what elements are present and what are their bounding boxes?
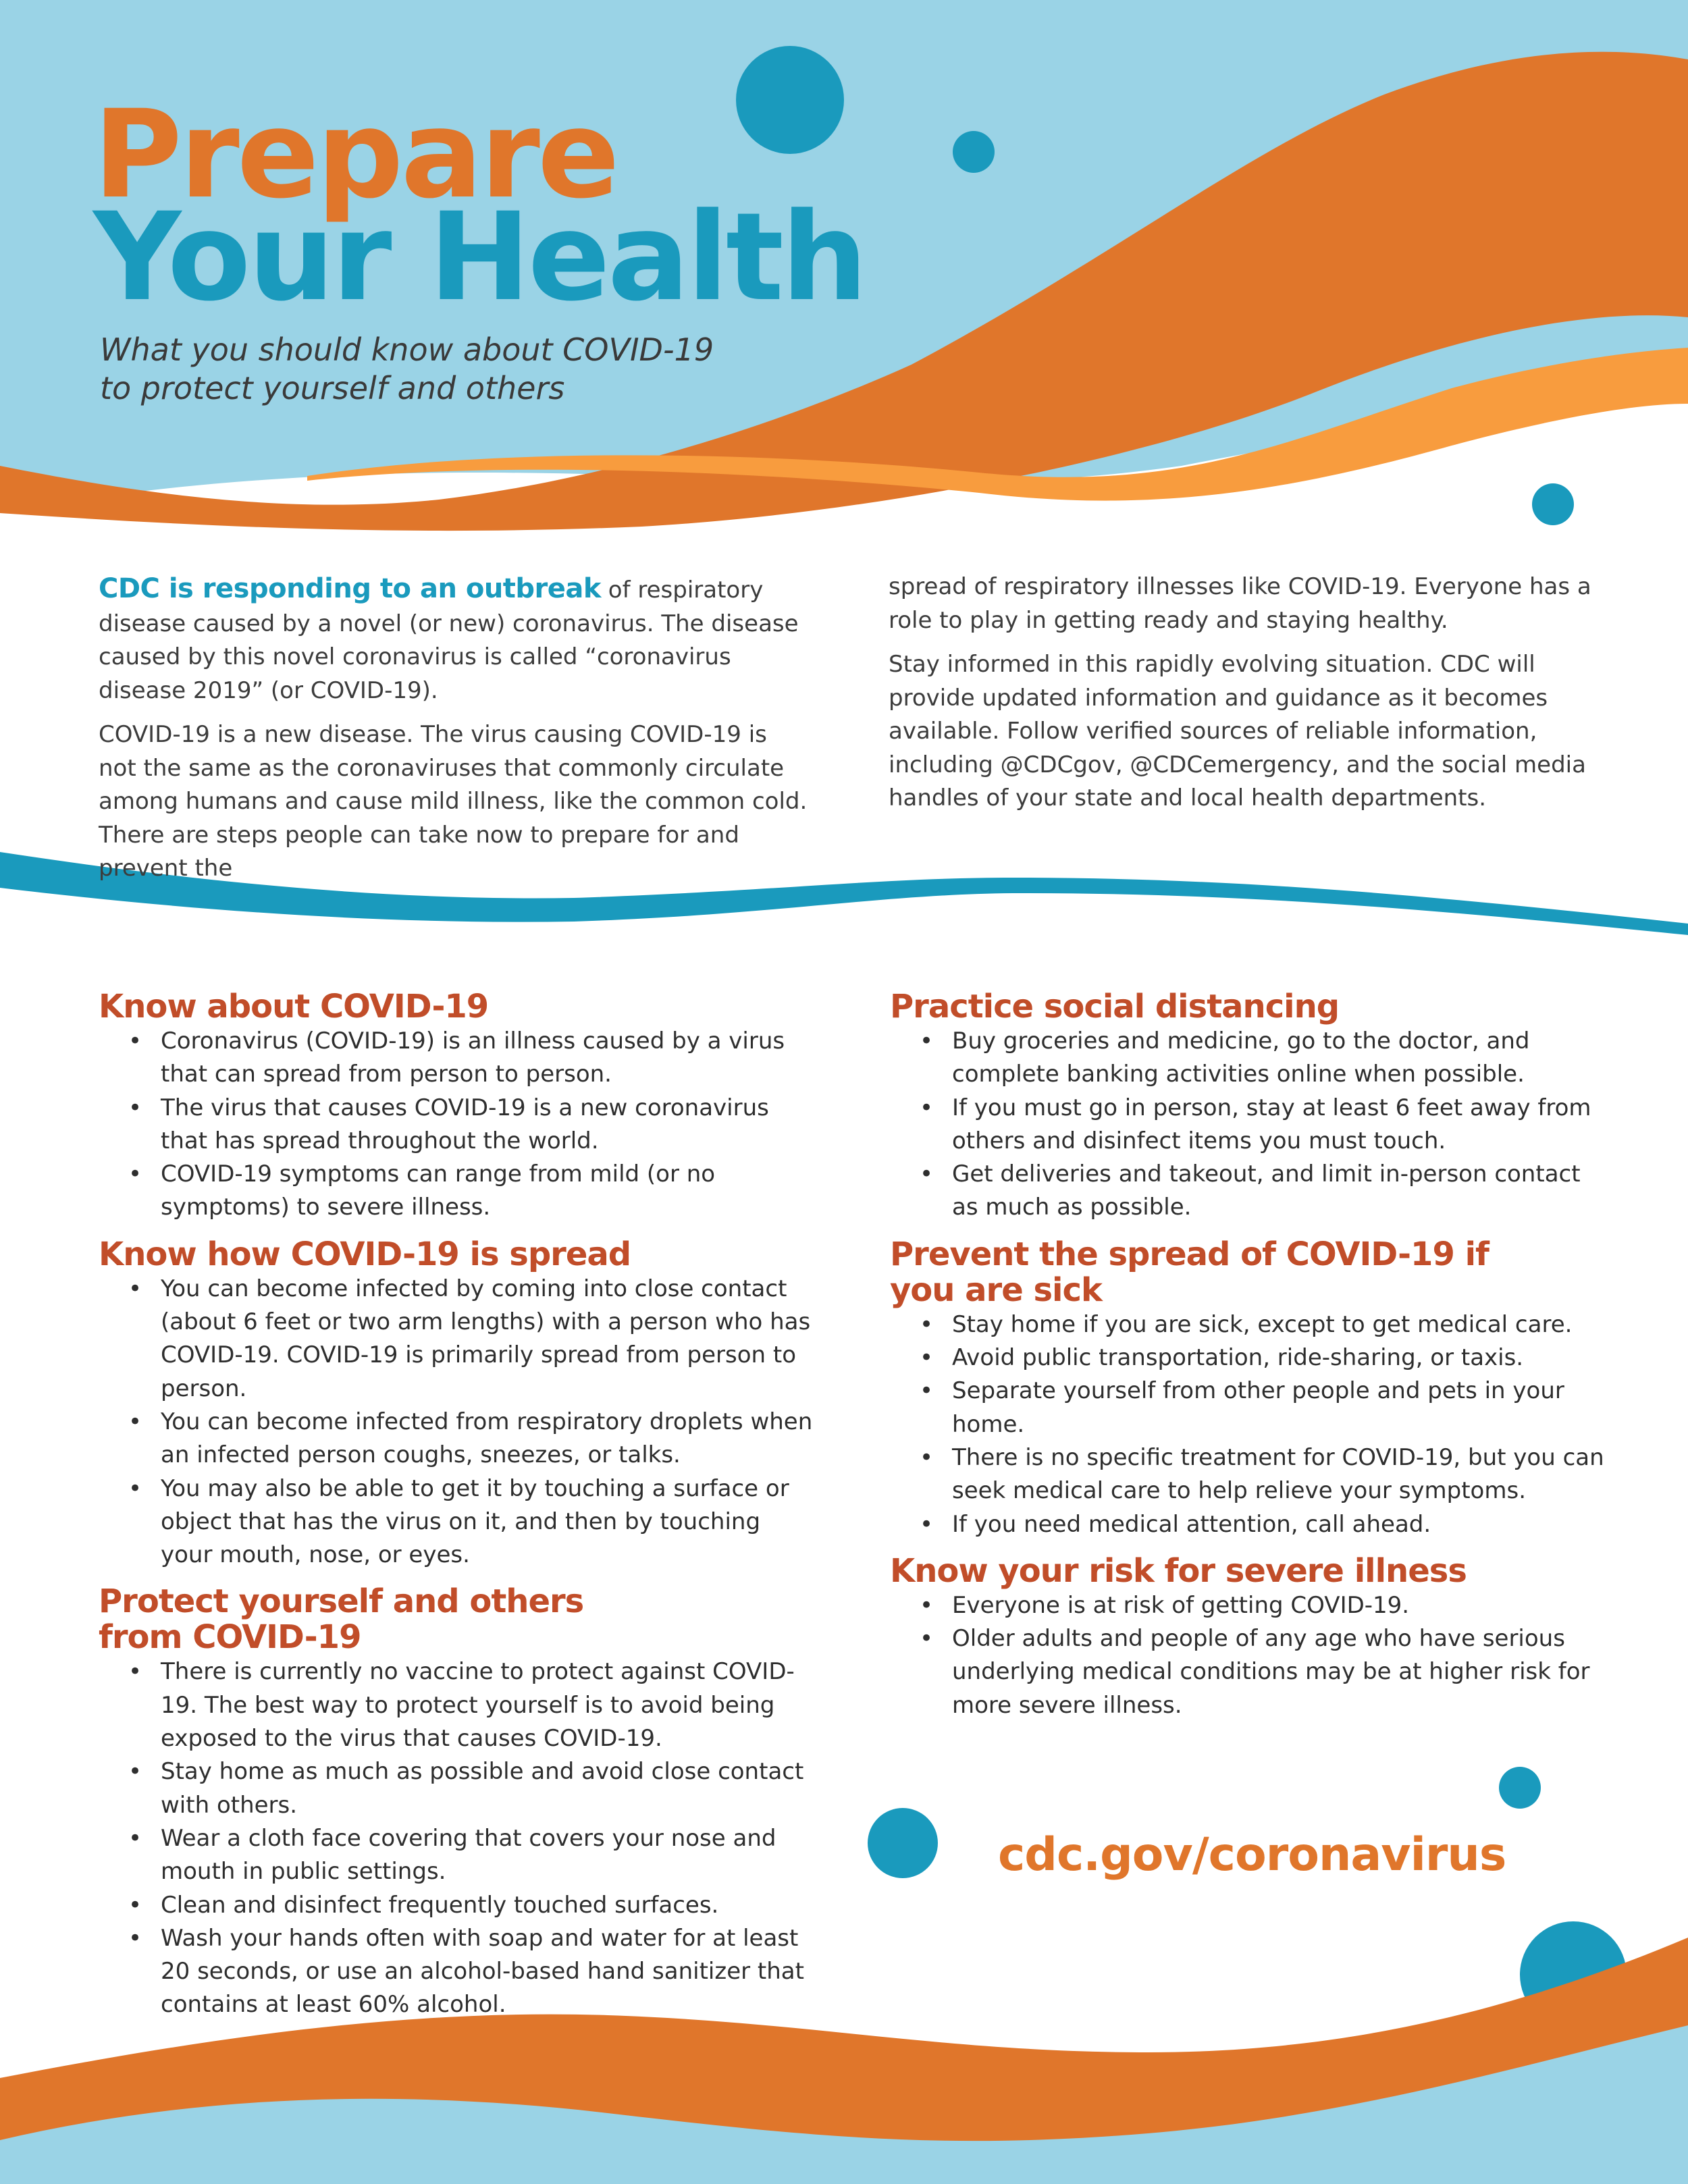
section-how-spread bbox=[99, 1237, 814, 1572]
bullet-text: You can become infected from respiratory droplets when an infected person coughs, sneezes, or talks. bbox=[161, 1408, 813, 1469]
bullet-list bbox=[99, 1025, 814, 1225]
bullet-text: Everyone is at risk of getting COVID-19. bbox=[952, 1591, 1410, 1619]
bullet-text: Clean and disinfect frequently touched surfaces. bbox=[161, 1891, 719, 1919]
section-heading: Prevent the spread of COVID-19 if you are sick bbox=[890, 1235, 1489, 1309]
intro-column-left bbox=[99, 572, 810, 897]
bullet-text: Get deliveries and takeout, and limit in-person contact as much as possible. bbox=[952, 1161, 1581, 1221]
sections-column-right bbox=[890, 989, 1606, 1734]
bullet-item bbox=[99, 1655, 814, 1755]
bullet-text: Stay home as much as possible and avoid close contact with others. bbox=[161, 1758, 804, 1819]
bullet-icon: • bbox=[920, 1094, 934, 1121]
decor-circle-bottom-mid bbox=[868, 1808, 938, 1878]
decor-circle-large-top bbox=[736, 46, 844, 154]
intro-paragraph-3: Stay informed in this rapidly evolving situation. CDC will provide updated information and guidance as it becomes available. Follow verified sources of reliable information, including @CDCgov, @CDCemergency, and the social media handles of your state and local health departments. bbox=[889, 651, 1586, 811]
bullet-text: There is currently no vaccine to protect against COVID-19. The best way to protect yourself is to avoid being exposed to the virus that causes COVID-19. bbox=[161, 1658, 795, 1753]
bullet-item bbox=[99, 1273, 814, 1406]
bullet-item bbox=[890, 1441, 1606, 1508]
bullet-item bbox=[890, 1622, 1606, 1722]
bullet-item bbox=[890, 1158, 1606, 1225]
bullet-list bbox=[99, 1273, 814, 1572]
bullet-icon: • bbox=[920, 1310, 934, 1338]
intro-paragraph-2-start: COVID-19 is a new disease. The virus causing COVID-19 is not the same as the coronaviruses that commonly circulate among humans and cause mild illness, like the common cold. There are steps people can take now to prepare for and prevent the bbox=[99, 721, 808, 882]
subtitle bbox=[100, 331, 714, 408]
title-line-1: Prepare bbox=[93, 84, 617, 225]
bullet-icon: • bbox=[920, 1591, 934, 1619]
bullet-icon: • bbox=[128, 1161, 142, 1188]
bullet-icon: • bbox=[128, 1658, 142, 1686]
bullet-item bbox=[99, 1472, 814, 1572]
bullet-text: Avoid public transportation, ride-sharing, or taxis. bbox=[952, 1344, 1524, 1372]
bullet-text: If you must go in person, stay at least 6 feet away from others and disinfect items you must touch. bbox=[952, 1094, 1591, 1154]
bullet-icon: • bbox=[920, 1443, 934, 1471]
bullet-list bbox=[890, 1025, 1606, 1225]
bullet-text: Older adults and people of any age who have serious underlying medical conditions may be at higher risk for more severe illness. bbox=[952, 1625, 1590, 1719]
bullet-text: You may also be able to get it by touching a surface or object that has the virus on it, and then by touching your mouth, nose, or eyes. bbox=[161, 1474, 789, 1569]
bullet-icon: • bbox=[920, 1625, 934, 1653]
bullet-item bbox=[99, 1889, 814, 1922]
bullet-icon: • bbox=[128, 1028, 142, 1055]
intro-paragraph-1 bbox=[99, 572, 810, 708]
bullet-item bbox=[890, 1092, 1606, 1158]
section-heading: Practice social distancing bbox=[890, 988, 1340, 1026]
bullet-text: The virus that causes COVID-19 is a new coronavirus that has spread throughout the world. bbox=[161, 1094, 769, 1154]
bullet-text: Coronavirus (COVID-19) is an illness caused by a virus that can spread from person to person. bbox=[161, 1028, 785, 1088]
bullet-item bbox=[99, 1755, 814, 1822]
bullet-icon: • bbox=[920, 1377, 934, 1405]
bullet-text: You can become infected by coming into close contact (about 6 feet or two arm lengths) with a person who has COVID-19. COVID-19 is primarily spread from person to person. bbox=[161, 1275, 811, 1402]
intro-paragraph-1-text: of respiratory disease caused by a novel (or new) coronavirus. The disease caused by this novel coronavirus is called “coronavirus disease 2019” (or COVID-19). bbox=[99, 577, 799, 704]
bullet-item bbox=[99, 1822, 814, 1889]
bullet-item bbox=[890, 1341, 1606, 1375]
section-heading: Protect yourself and others from COVID-19 bbox=[99, 1582, 584, 1657]
bullet-text: Buy groceries and medicine, go to the doctor, and complete banking activities online when possible. bbox=[952, 1028, 1530, 1088]
intro-lead: CDC is responding to an outbreak bbox=[99, 573, 601, 604]
intro-column-right bbox=[889, 570, 1600, 826]
bullet-icon: • bbox=[128, 1094, 142, 1121]
cdc-website-link[interactable]: cdc.gov/coronavirus bbox=[998, 1828, 1506, 1882]
bullet-item bbox=[99, 1092, 814, 1158]
bullet-text: Separate yourself from other people and pets in your home. bbox=[952, 1377, 1564, 1438]
bullet-item bbox=[890, 1375, 1606, 1441]
bullet-icon: • bbox=[920, 1161, 934, 1188]
section-know-about bbox=[99, 989, 814, 1225]
bullet-list bbox=[890, 1589, 1606, 1722]
bullet-icon: • bbox=[128, 1275, 142, 1302]
bullet-icon: • bbox=[128, 1924, 142, 1952]
section-distancing bbox=[890, 989, 1606, 1225]
bullet-list bbox=[99, 1655, 814, 2021]
bullet-icon: • bbox=[128, 1891, 142, 1919]
subtitle-line-1: What you should know about COVID-19 bbox=[100, 331, 714, 368]
bullet-item bbox=[99, 1025, 814, 1092]
bullet-icon: • bbox=[920, 1028, 934, 1055]
bullet-text: Wear a cloth face covering that covers your nose and mouth in public settings. bbox=[161, 1824, 776, 1886]
decor-circle-small-top bbox=[953, 131, 995, 173]
section-risk bbox=[890, 1553, 1606, 1722]
section-if-sick bbox=[890, 1237, 1606, 1541]
subtitle-line-2: to protect yourself and others bbox=[100, 370, 565, 406]
bullet-icon: • bbox=[128, 1408, 142, 1435]
bullet-icon: • bbox=[920, 1344, 934, 1372]
bullet-item bbox=[890, 1589, 1606, 1622]
bullet-text: COVID-19 symptoms can range from mild (or no symptoms) to severe illness. bbox=[161, 1161, 716, 1221]
decor-circle-bottom-small bbox=[1499, 1767, 1541, 1809]
bullet-item bbox=[99, 1406, 814, 1472]
section-heading: Know your risk for severe illness bbox=[890, 1551, 1467, 1590]
bullet-item bbox=[890, 1308, 1606, 1341]
bullet-item bbox=[99, 1158, 814, 1225]
intro-paragraph-2-end: spread of respiratory illnesses like COVID-19. Everyone has a role to play in getting ready and staying healthy. bbox=[889, 573, 1591, 634]
section-protect bbox=[99, 1584, 814, 2021]
bullet-item bbox=[890, 1508, 1606, 1541]
section-heading: Know how COVID-19 is spread bbox=[99, 1235, 631, 1273]
title-line-2: Your Health bbox=[93, 187, 866, 328]
bullet-item bbox=[99, 1922, 814, 2022]
bullet-icon: • bbox=[128, 1758, 142, 1786]
bullet-text: Stay home if you are sick, except to get medical care. bbox=[952, 1310, 1573, 1338]
section-heading: Know about COVID-19 bbox=[99, 988, 489, 1026]
bullet-icon: • bbox=[920, 1510, 934, 1538]
bullet-item bbox=[890, 1025, 1606, 1092]
bullet-icon: • bbox=[128, 1824, 142, 1852]
bullet-list bbox=[890, 1308, 1606, 1541]
sections-column-left bbox=[99, 989, 814, 2034]
decor-circle-intro bbox=[1532, 483, 1574, 525]
bullet-text: If you need medical attention, call ahead. bbox=[952, 1510, 1431, 1538]
bullet-text: There is no specific treatment for COVID-19, but you can seek medical care to help relieve your symptoms. bbox=[952, 1443, 1604, 1505]
bullet-text: Wash your hands often with soap and water for at least 20 seconds, or use an alcohol-based hand sanitizer that contains at least 60% alcohol. bbox=[161, 1924, 804, 2019]
bullet-icon: • bbox=[128, 1474, 142, 1502]
